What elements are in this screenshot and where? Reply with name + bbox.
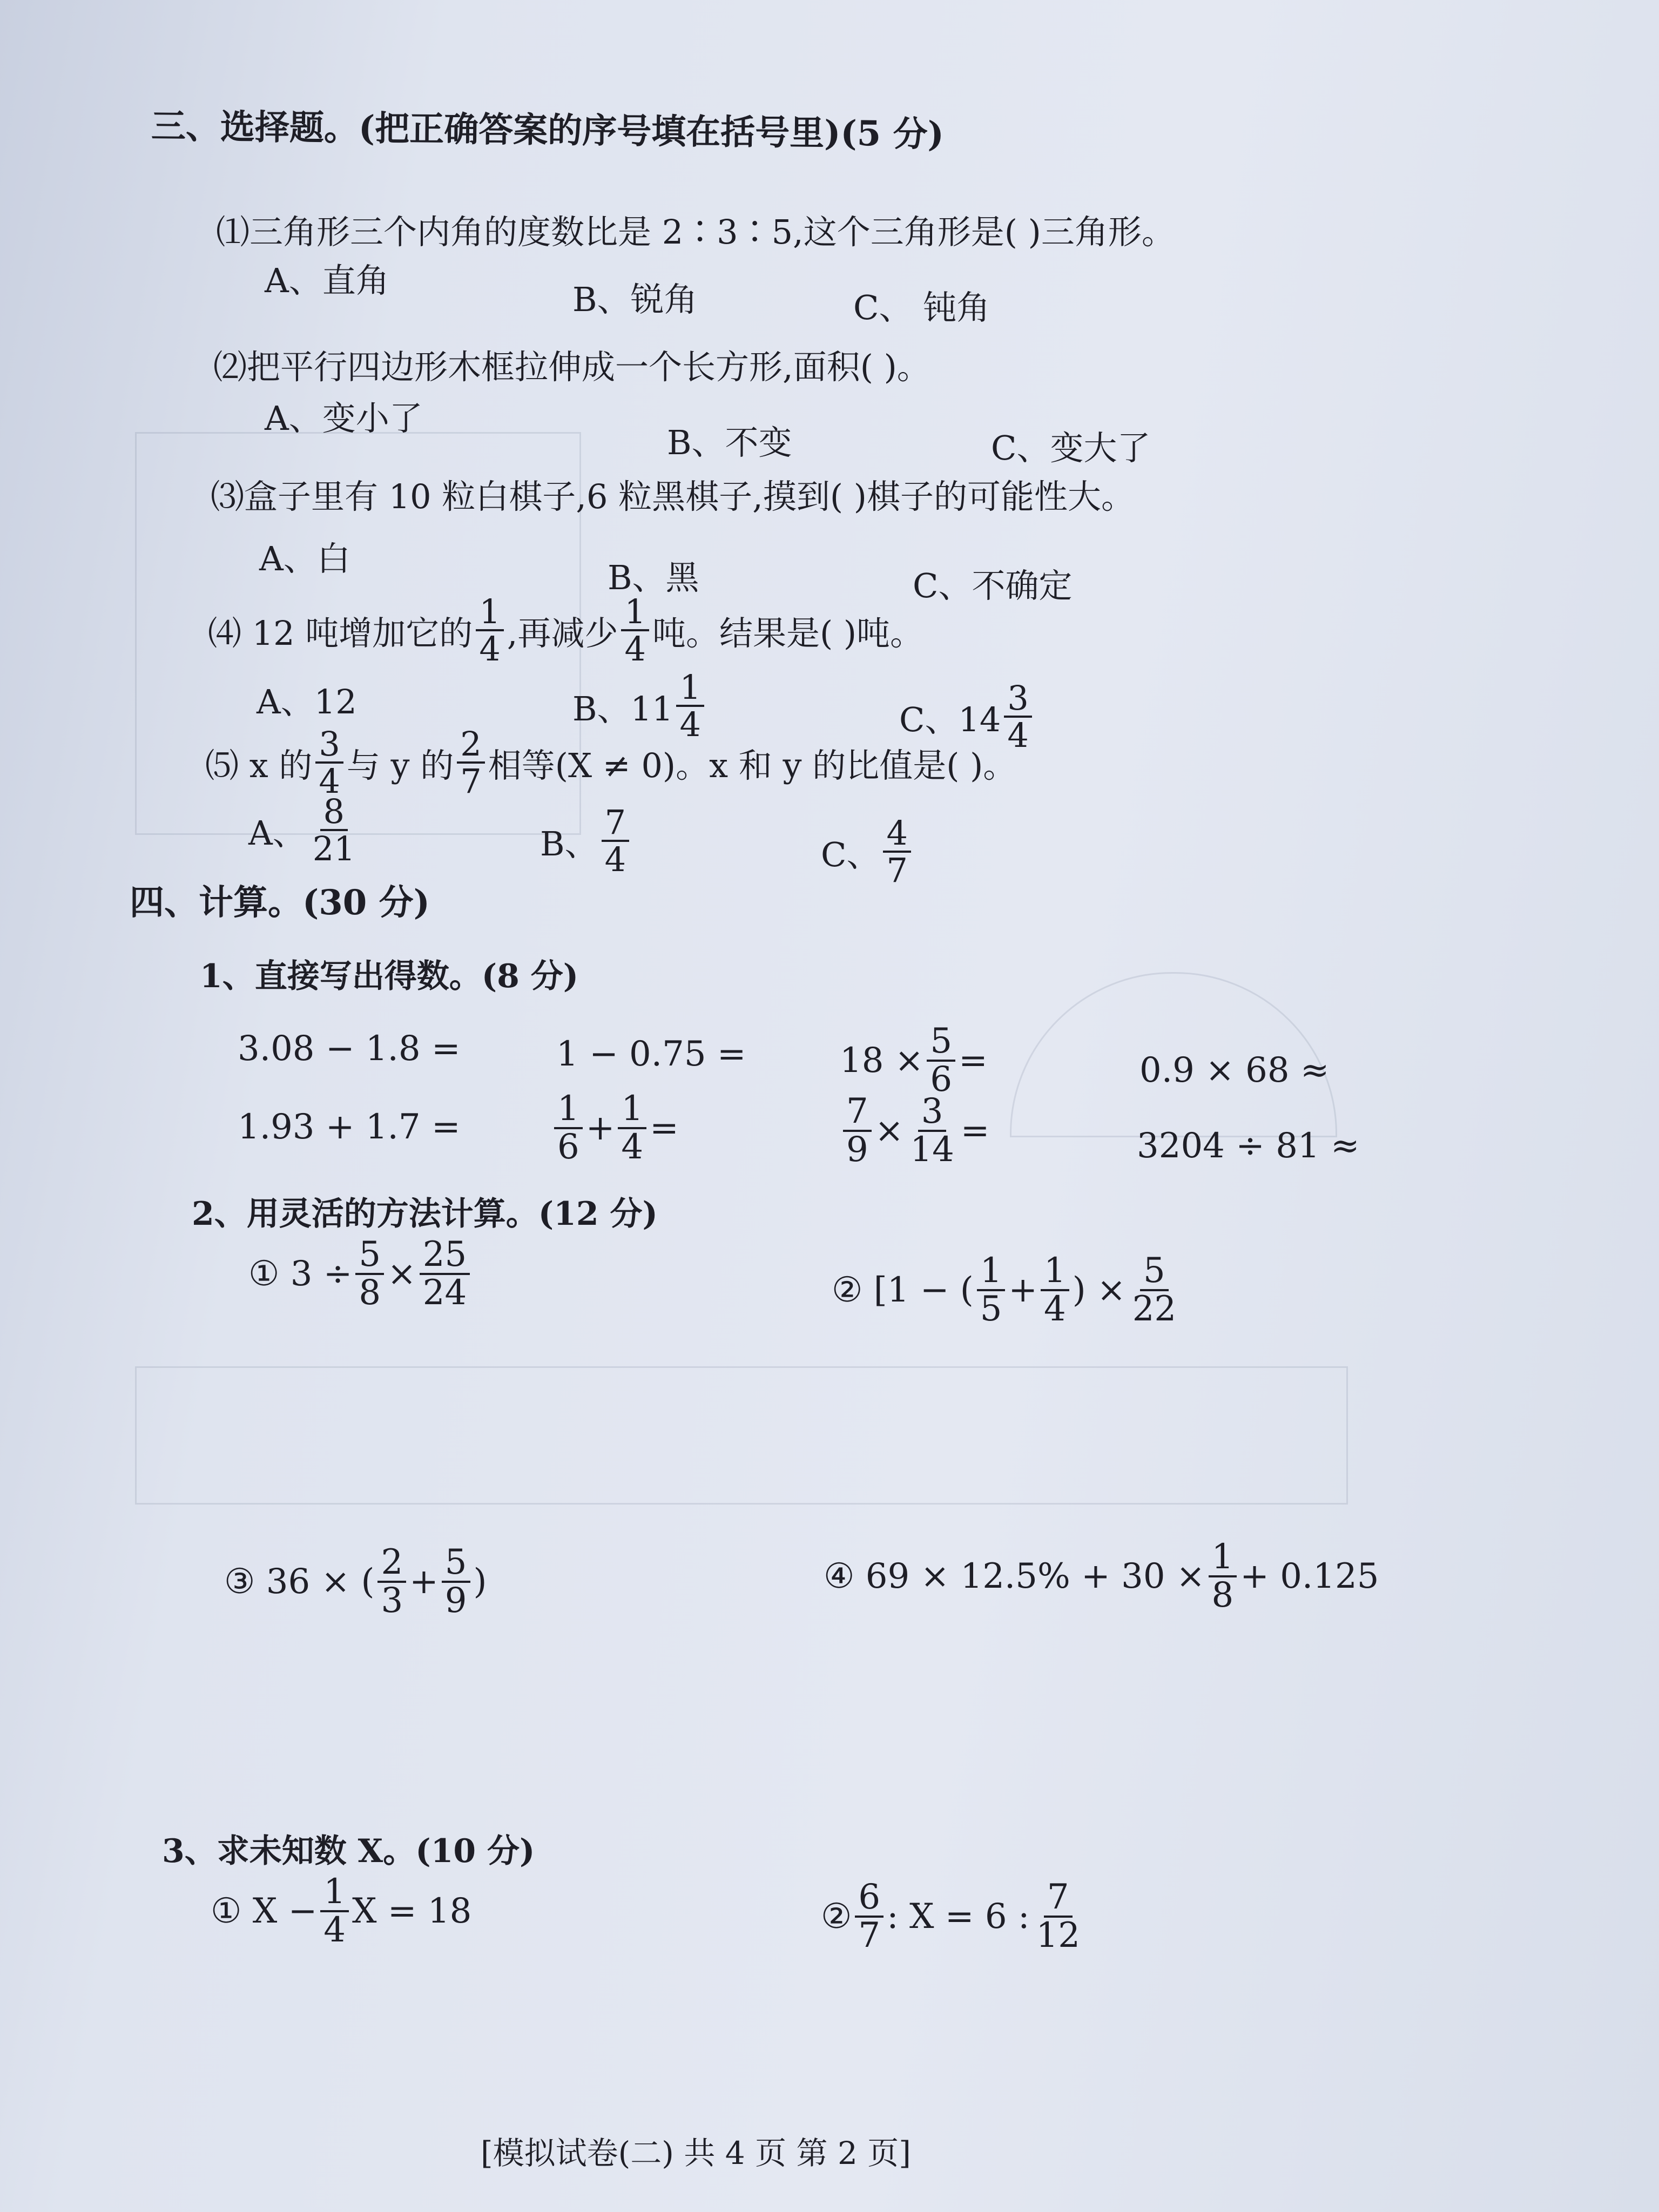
calc-7-fraction-1: $\frac{7}{9}$ <box>843 1094 872 1168</box>
q5-text-b: 与 y 的 <box>346 745 454 785</box>
calc-1: 3.08 − 1.8 = <box>238 1029 461 1069</box>
calc-4: 0.9 × 68 ≈ <box>1139 1050 1330 1090</box>
q5-option-a-fraction: $\frac{8}{21}$ <box>312 792 355 869</box>
calc-7: $\frac{7}{9}$ × $\frac{3}{14}$ = <box>840 1094 989 1168</box>
simplify-2-fraction-2: $\frac{1}{4}$ <box>1041 1253 1069 1327</box>
calc-7-fraction-2: $\frac{3}{14}$ <box>910 1091 954 1170</box>
q5-option-a: A、 $\frac{8}{21}$ <box>248 794 362 866</box>
q2-option-a: A、变小了 <box>265 399 423 438</box>
page-footer: [模拟试卷(二) 共 4 页 第 2 页] <box>481 2135 911 2171</box>
q3-option-b: B、黑 <box>608 558 699 597</box>
q4-fraction-2: $\frac{1}{4}$ <box>621 594 649 666</box>
section-3-heading: 三、选择题。(把正确答案的序号填在括号里)(5 分) <box>151 106 945 155</box>
part-2-heading: 2、用灵活的方法计算。(12 分) <box>192 1195 658 1233</box>
equation-2-fraction-1: $\frac{6}{7}$ <box>855 1879 884 1954</box>
simplify-3: ③ 36 × ( $\frac{2}{3}$ + $\frac{5}{9}$ ) <box>224 1542 487 1621</box>
q4-fraction-1: $\frac{1}{4}$ <box>476 594 503 666</box>
simplify-1-fraction-2: $\frac{25}{24}$ <box>420 1237 470 1311</box>
q3-option-a: A、白 <box>259 539 350 578</box>
simplify-4-fraction-1: $\frac{1}{8}$ <box>1209 1539 1237 1614</box>
calc-8: 3204 ÷ 81 ≈ <box>1137 1126 1360 1166</box>
equation-2: ② $\frac{6}{7}$ : X = 6 : $\frac{7}{12}$ <box>821 1879 1087 1954</box>
q4-option-b-fraction: $\frac{1}{4}$ <box>676 670 704 742</box>
q3-option-c: C、不确定 <box>913 566 1073 605</box>
q4-option-a: A、12 <box>257 682 357 721</box>
simplify-4: ④ 69 × 12.5% + 30 × $\frac{1}{8}$ + 0.125 <box>824 1537 1379 1616</box>
question-1: ⑴三角形三个内角的度数比是 2∶3∶5,这个三角形是( )三角形。 <box>216 212 1175 252</box>
q2-option-c: C、变大了 <box>991 428 1151 468</box>
part-3-heading: 3、求未知数 X。(10 分) <box>162 1832 535 1870</box>
q5-option-c: C、 $\frac{4}{7}$ <box>821 815 914 888</box>
section-4-heading: 四、计算。(30 分) <box>130 882 430 923</box>
bleed-table <box>135 1366 1348 1505</box>
q2-option-b: B、不变 <box>667 423 792 462</box>
simplify-2: ② [1 − ( $\frac{1}{5}$ + $\frac{1}{4}$ ) × $\frac{5}{22}$ <box>832 1253 1183 1327</box>
q4-text-c: 吨。结果是( )吨。 <box>652 613 924 653</box>
q4-text-b: ,再减少 <box>507 613 618 653</box>
question-5 <box>205 726 1016 799</box>
q4-option-c: C、14 $\frac{3}{4}$ <box>899 680 1035 753</box>
q5-fraction-2: $\frac{2}{7}$ <box>457 726 484 799</box>
q5-option-b-fraction: $\frac{7}{4}$ <box>602 805 629 877</box>
q4-option-b: B、11 $\frac{1}{4}$ <box>572 670 707 742</box>
simplify-2-fraction-3: $\frac{5}{22}$ <box>1132 1251 1177 1330</box>
q1-option-b: B、锐角 <box>572 280 698 319</box>
simplify-3-fraction-2: $\frac{5}{9}$ <box>442 1545 470 1619</box>
part-1-heading: 1、直接写出得数。(8 分) <box>200 957 579 995</box>
simplify-2-fraction-1: $\frac{1}{5}$ <box>977 1253 1006 1327</box>
question-3: ⑶盒子里有 10 粒白棋子,6 粒黑棋子,摸到( )棋子的可能性大。 <box>211 477 1135 516</box>
q4-option-c-fraction: $\frac{3}{4}$ <box>1004 680 1031 753</box>
question-2: ⑵把平行四边形木框拉伸成一个长方形,面积( )。 <box>213 347 930 387</box>
equation-1: ① X − $\frac{1}{4}$ X = 18 <box>211 1872 472 1951</box>
q5-text-a: ⑸ x 的 <box>205 745 313 785</box>
question-4 <box>208 592 924 669</box>
simplify-1-fraction-1: $\frac{5}{8}$ <box>355 1237 384 1311</box>
q1-option-a: A、直角 <box>265 261 389 300</box>
q5-text-c: 相等(X ≠ 0)。x 和 y 的比值是( )。 <box>488 745 1017 785</box>
calc-2: 1 − 0.75 = <box>556 1034 746 1074</box>
calc-3-fraction: $\frac{5}{6}$ <box>927 1023 955 1098</box>
calc-5: 1.93 + 1.7 = <box>238 1107 461 1147</box>
equation-1-fraction: $\frac{1}{4}$ <box>320 1874 349 1948</box>
q5-fraction-1: $\frac{3}{4}$ <box>315 726 343 799</box>
calc-3: 18 × $\frac{5}{6}$ = <box>840 1021 988 1100</box>
equation-2-fraction-2: $\frac{7}{12}$ <box>1036 1877 1080 1956</box>
calc-6: $\frac{1}{6}$ + $\frac{1}{4}$ = <box>551 1091 679 1165</box>
q5-option-b: B、 $\frac{7}{4}$ <box>540 805 632 877</box>
calc-6-fraction-1: $\frac{1}{6}$ <box>554 1091 583 1165</box>
q5-option-c-fraction: $\frac{4}{7}$ <box>883 815 911 888</box>
q1-option-c: C、 钝角 <box>853 288 990 327</box>
calc-6-fraction-2: $\frac{1}{4}$ <box>618 1091 646 1165</box>
simplify-3-fraction-1: $\frac{2}{3}$ <box>377 1545 406 1619</box>
simplify-1: ① 3 ÷ $\frac{5}{8}$ × $\frac{25}{24}$ <box>248 1237 473 1311</box>
q4-text-a: ⑷ 12 吨增加它的 <box>208 613 473 653</box>
